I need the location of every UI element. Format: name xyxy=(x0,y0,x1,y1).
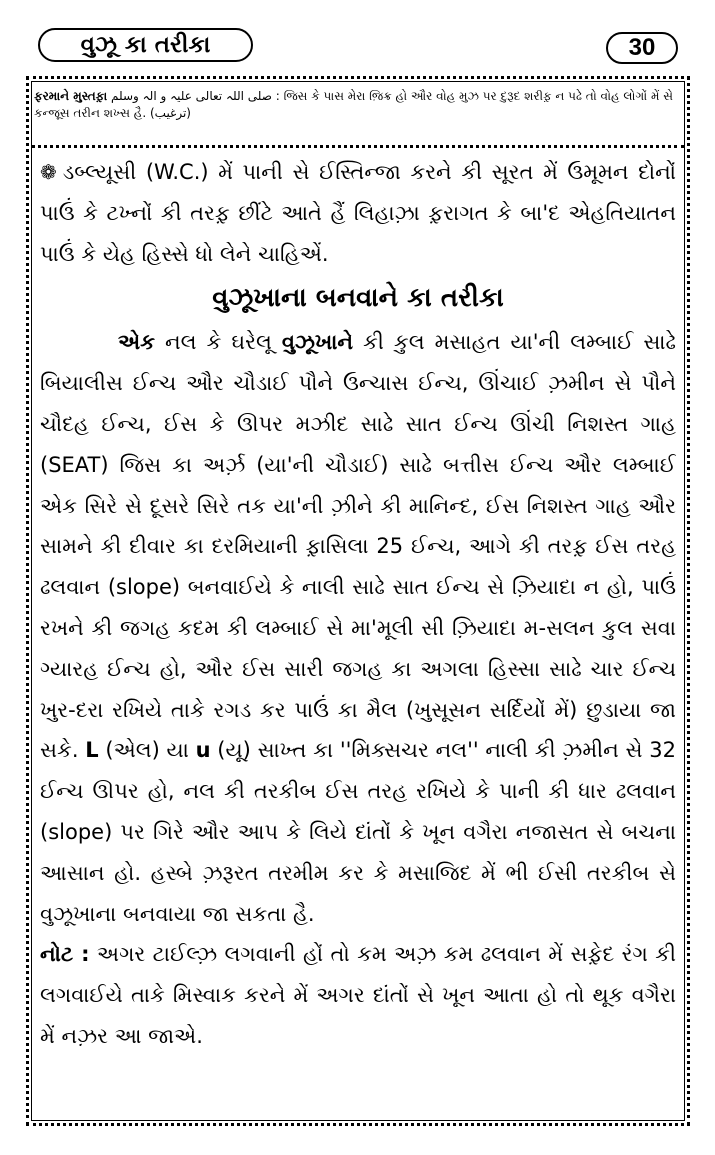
page-header xyxy=(0,0,715,72)
bold-wuzukhana: વુઝૂખાને xyxy=(281,330,354,355)
intro-text: ડબ્લ્યૂસી (W.C.) મેં પાની સે ઈસ્તિન્જા કરને કી સૂરત મેં ઉમૂમન દોનોં પાઉં કે ટખ્નોં કી તરફ઼ છીંટે આતે હૈં લિહાઝ઼ા ફ઼રાગત કે બા'દ એહતિયાતન પાઉં કે યેહ હિસ્સે ધો લેને ચાહિએં. xyxy=(40,160,676,266)
bold-letter-l: L xyxy=(85,738,99,763)
main-content xyxy=(40,152,676,1112)
hadith-attribution: ફરમાને મુસ્તફ઼ા xyxy=(34,89,108,103)
hadith-banner xyxy=(34,88,680,140)
hadith-text: : જિસ કે પાસ મેરા જ઼િક્ર હો ઔર વોહ મુઝ પર દુરૂદ શરીફ઼ ન પઢે તો વોહ લોગોં મેં સે કન્જૂસ તરીન શખ્સ હૈ. xyxy=(34,89,673,120)
note-text: અગર ટાઈલ્ઝ઼ લગવાની હોં તો કમ અઝ઼ કમ ઢલવાન મેં સફ઼ેદ રંગ કી લગવાઈયે તાકે મિસ્વાક કરને મેં અગર દાંતોં સે ખૂન આતા હો તો થૂક વગૈરા મેં નઝ઼ર આ જાએ. xyxy=(40,942,676,1048)
flower-icon: ❁ xyxy=(40,160,57,184)
main-paragraph xyxy=(40,322,676,934)
main-text-part2: કી કુલ મસાહત યા'ની લમ્બાઈ સાઢે બિયાલીસ ઈન્ચ ઔર ચૌડાઈ પૌને ઉન્ચાસ ઈન્ચ, ઊંચાઈ ઝ઼મીન સે પૌને ચૌદહ ઈન્ચ, ઈસ કે ઊપર મઝીદ સાઢે સાત ઈન્ચ ઊંચી નિશસ્ત ગાહ (SEAT) જિસ કા અર્ઝ઼ (યા'ની ચૌડાઈ) સાઢે બત્તીસ ઈન્ચ ઔર લમ્બાઈ એક સિરે સે દૂસરે સિરે તક યા'ની ઝ઼ીને કી માનિન્દ, ઈસ નિશસ્ત ગાહ ઔર સામને કી દીવાર કા દરમિયાની ફ઼ાસિલા 25 ઈન્ચ, આગે કી તરફ઼ ઈસ તરહ ઢલવાન (slope) બનવાઈયે કે નાલી સાઢે સાત ઈન્ચ સે ઝ઼િયાદા ન હો, પાઉં રખને કી જગહ કદમ કી લમ્બાઈ સે મા'મૂલી સી ઝ઼િયાદા મ-સલન કુલ સવા ગ્યારહ ઈન્ચ હો, ઔર ઈસ સારી જગહ કા અગલા હિસ્સા સાઢે ચાર ઈન્ચ ખુર-દરા રખિયે તાકે રગડ કર પાઉં કા મૈલ (ખુસૂસન સર્દિયોં મેં) છુડાયા જા સકે. xyxy=(40,330,676,763)
main-text-part1: નલ કે ઘરેલૂ xyxy=(165,330,272,355)
section-heading: વુઝૂખાના બનવાને કા તરીકા xyxy=(212,283,504,314)
lead-bold-word: એક xyxy=(118,330,155,355)
main-text-part4: (યૂ) સાખ્ત કા ''મિક્સચર નલ'' નાલી કી ઝ઼મીન સે 32 ઈન્ચ ઊપર હો, નલ કી તરકીબ ઈસ તરહ રખિયે કે પાની કી ધાર ઢલવાન (slope) પર ગિરે ઔર આપ કે લિયે દાંતોં કે ખૂન વગૈરા નજાસત સે બચના આસાન હો. હસ્બે ઝ઼રૂરત તરમીમ કર કે મસાજિદ મેં ભી ઈસી તરકીબ સે વુઝૂખાના બનવાયા જા સકતા હૈ. xyxy=(40,738,676,926)
note-label: નોટ : xyxy=(40,942,90,967)
banner-divider xyxy=(31,145,685,148)
bold-letter-u: u xyxy=(195,738,211,763)
page-number: 30 xyxy=(606,32,678,64)
intro-paragraph xyxy=(40,152,676,274)
main-text-part3: (એલ) યા xyxy=(105,738,189,763)
hadith-salutation: صلی اللہ تعالی علیہ و الہ وسلم xyxy=(111,89,272,103)
hadith-reference: (ترغیب) xyxy=(149,106,191,120)
note-paragraph xyxy=(40,934,676,1056)
chapter-title: વુઝૂ કા તરીકા xyxy=(38,28,253,62)
